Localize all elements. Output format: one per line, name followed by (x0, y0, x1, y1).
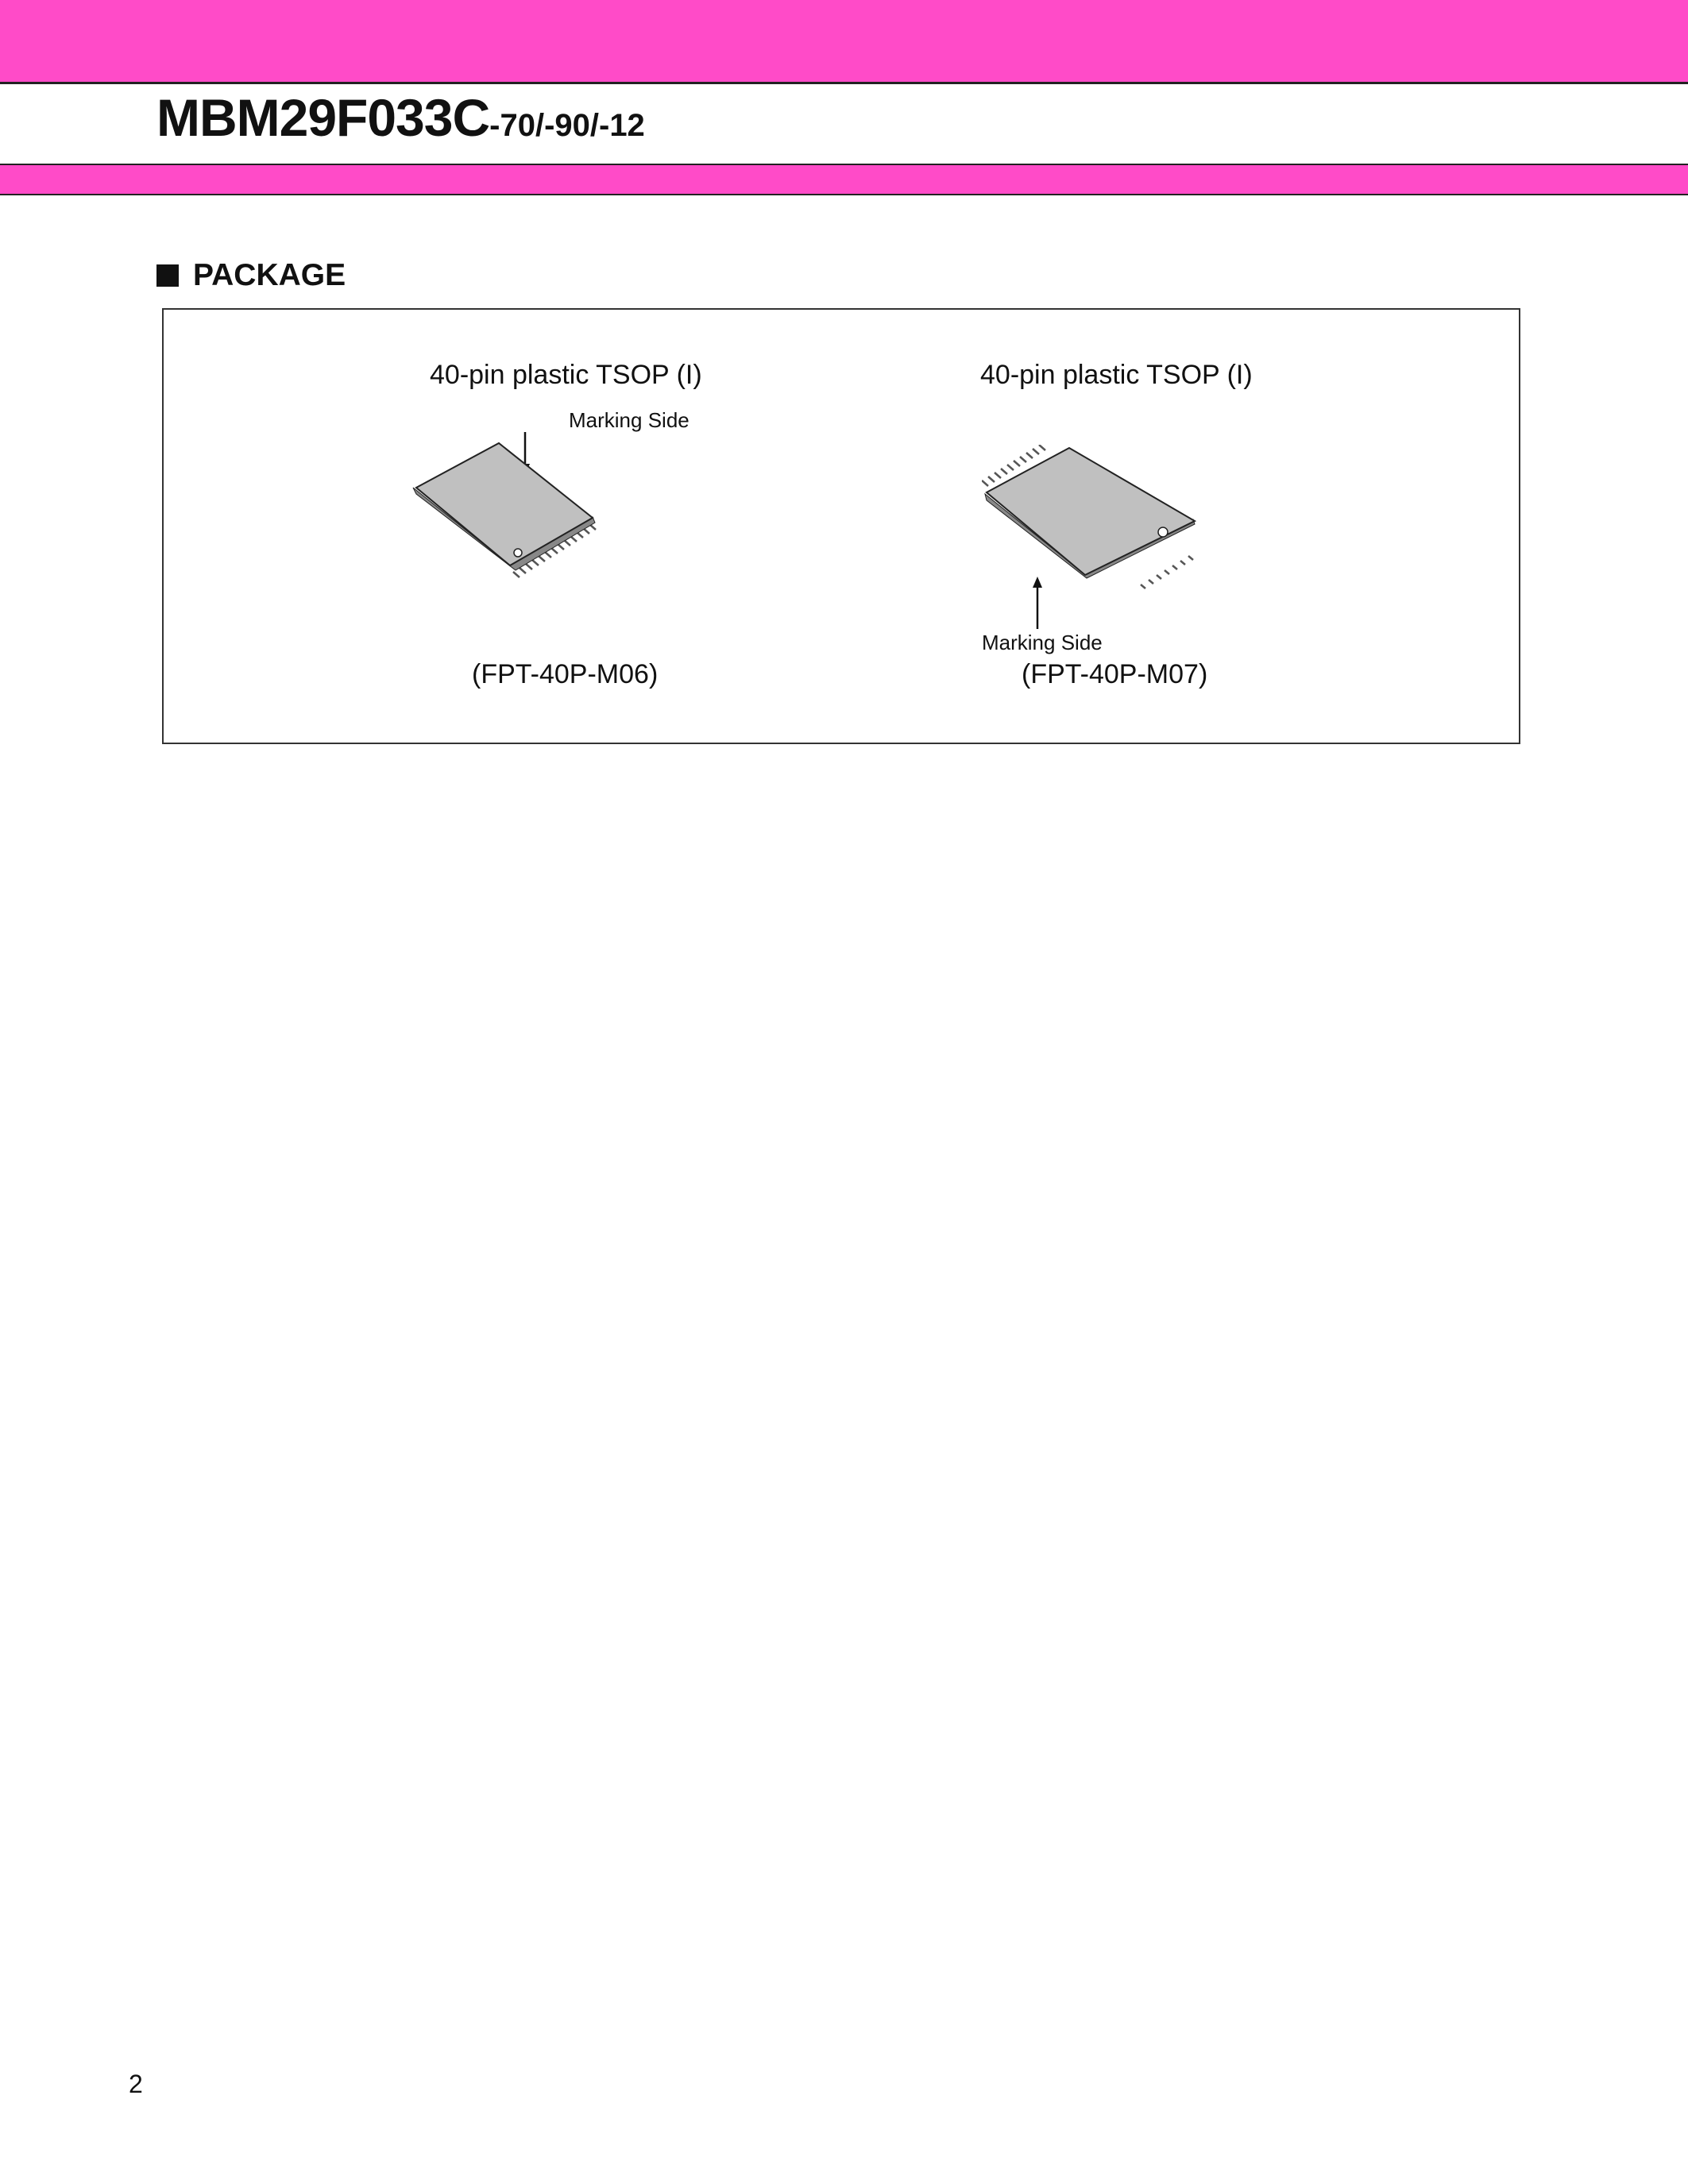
square-bullet-icon (156, 264, 179, 287)
package-1-chip-icon (410, 429, 616, 588)
package-2-code: (FPT-40P-M07) (1022, 659, 1208, 689)
part-number: MBM29F033C (156, 88, 490, 147)
speed-grades: -70/-90/-12 (489, 108, 645, 143)
package-2-marking-label: Marking Side (982, 631, 1103, 654)
document-title (156, 87, 645, 151)
package-frame (162, 308, 1520, 744)
header-underline-band (0, 164, 1688, 195)
package-1-name: 40-pin plastic TSOP (I) (430, 360, 702, 390)
section-title: PACKAGE (193, 258, 346, 292)
section-heading (156, 256, 346, 295)
package-2-chip-icon (982, 445, 1220, 635)
header-band (0, 0, 1688, 84)
package-2-name: 40-pin plastic TSOP (I) (980, 360, 1253, 390)
page-number: 2 (129, 2070, 143, 2098)
package-1-marking-label: Marking Side (569, 408, 689, 432)
package-1-code: (FPT-40P-M06) (472, 659, 659, 689)
